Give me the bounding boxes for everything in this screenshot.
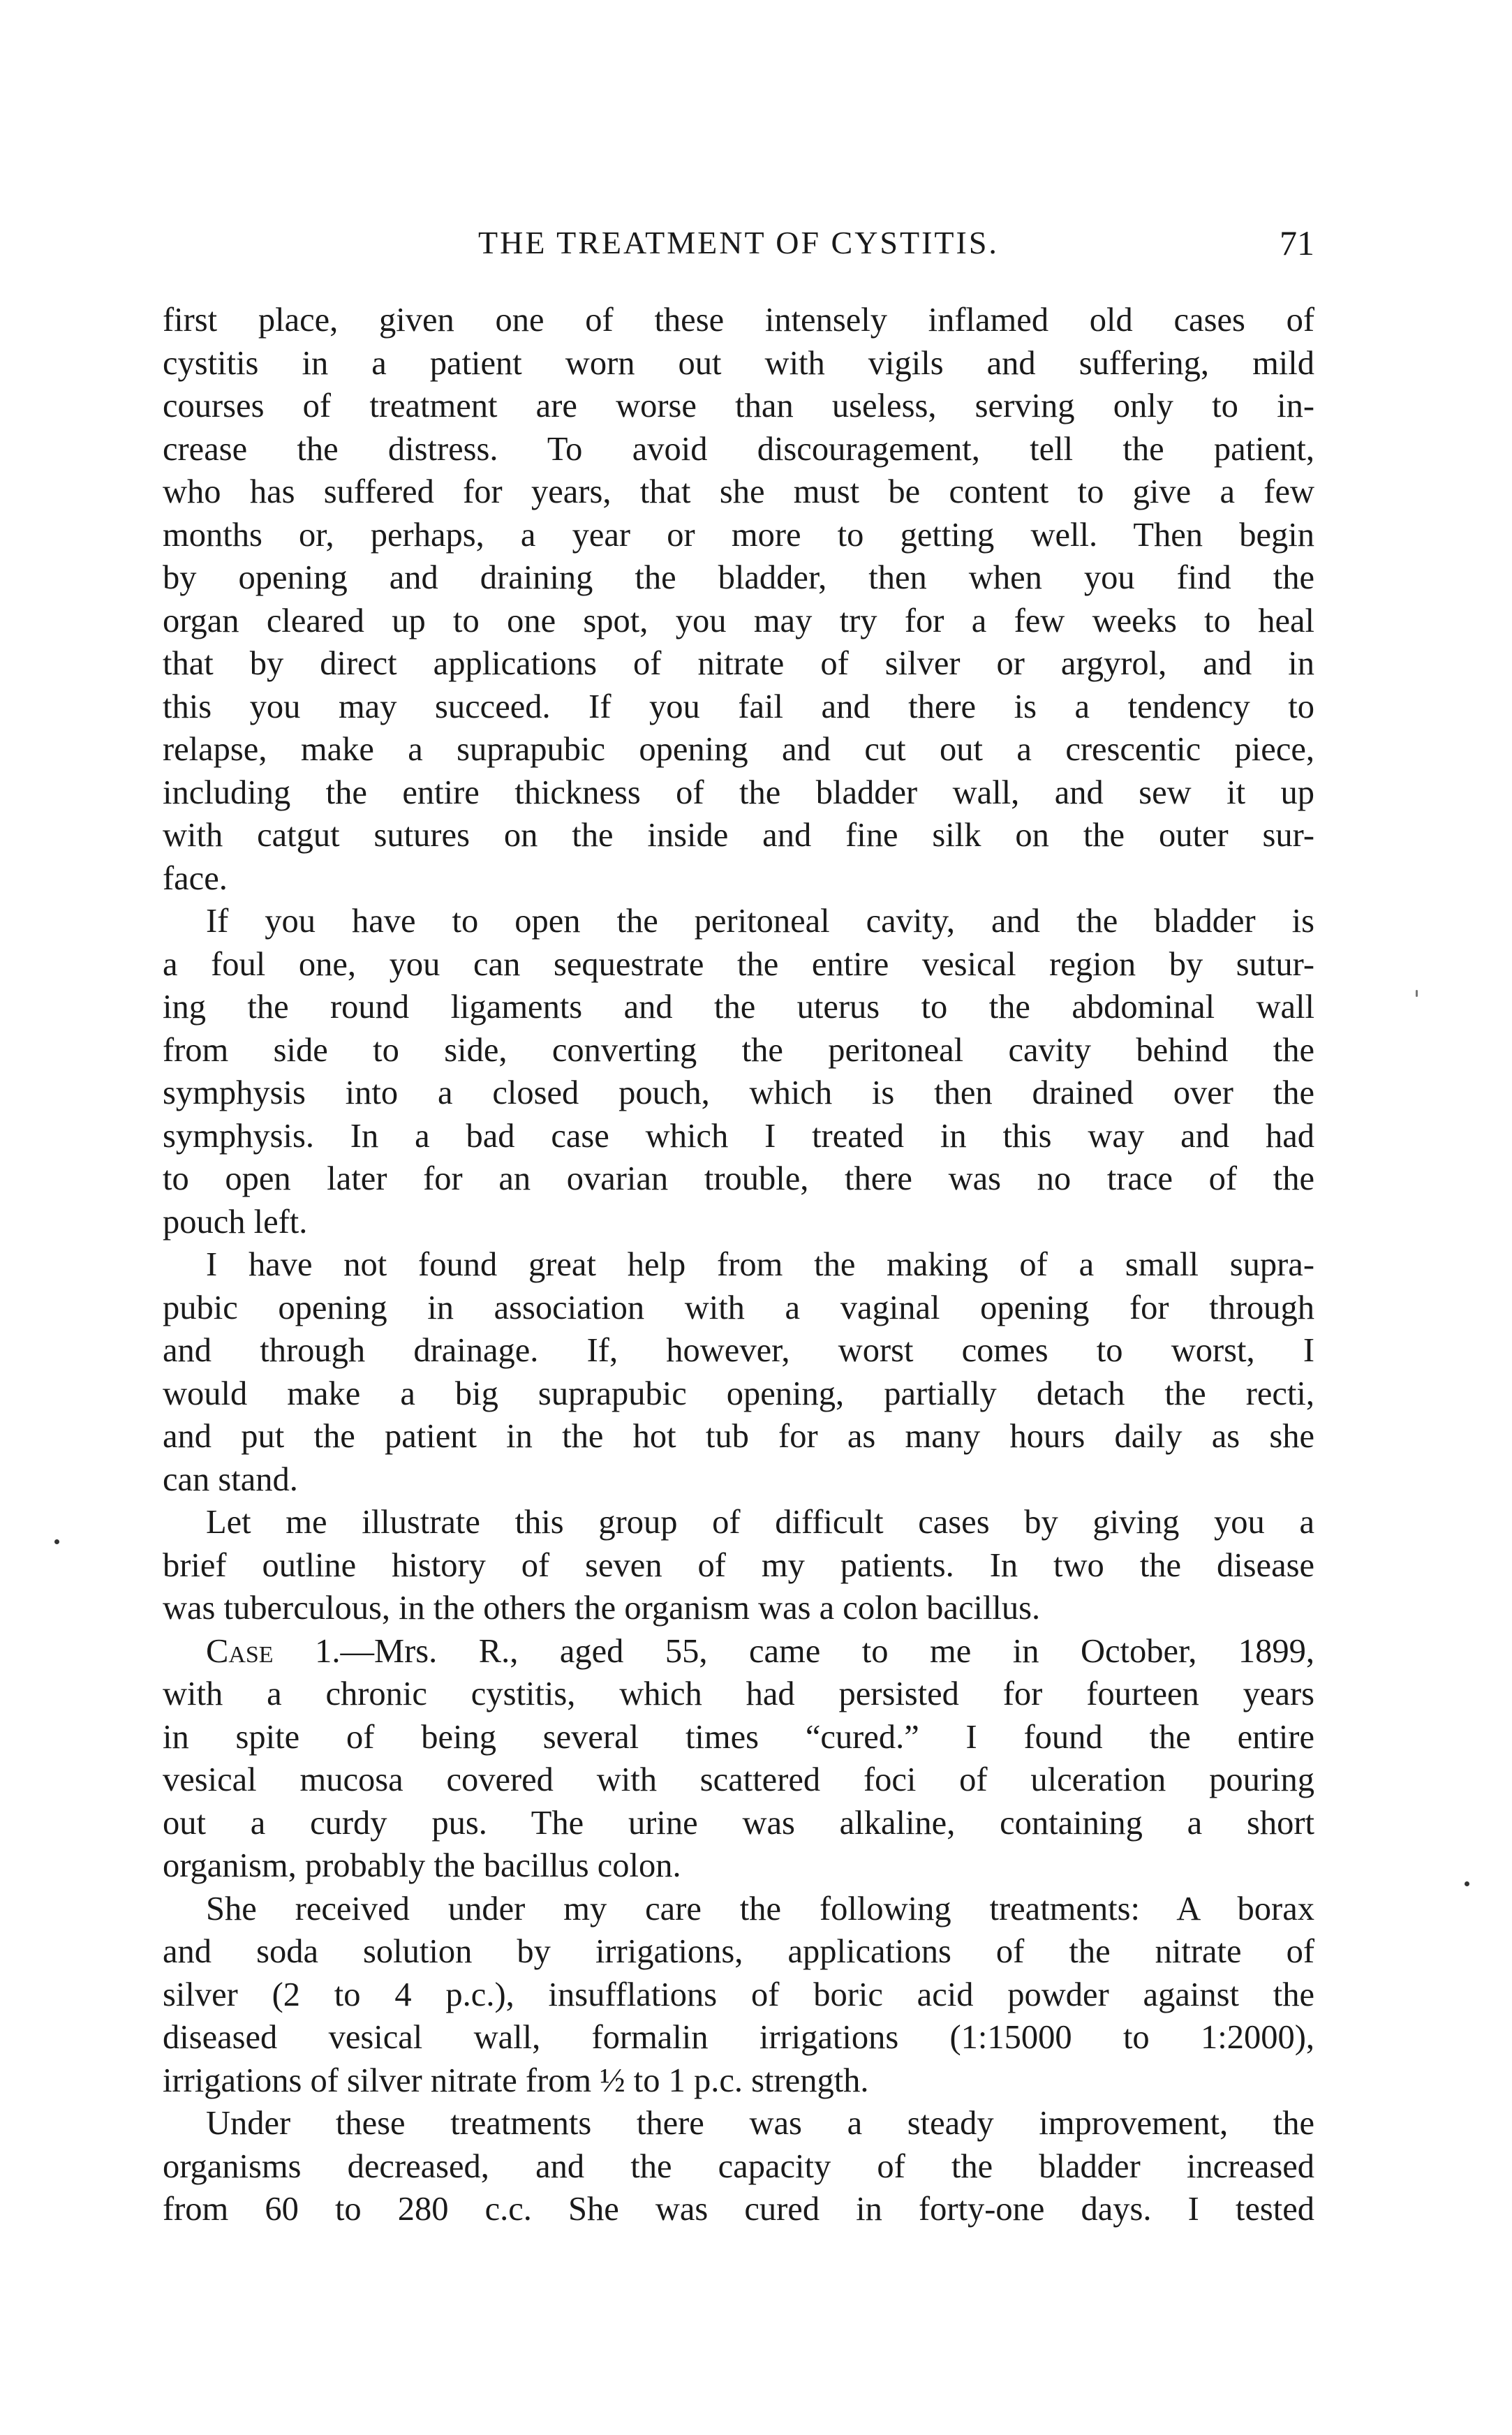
text-line: in spite of being several times “cured.” I found the entire: [163, 1718, 1314, 1756]
text-line: with a chronic cystitis, which had persisted for fourteen years: [163, 1675, 1314, 1712]
ink-speck: [1416, 990, 1418, 997]
text-line: organisms decreased, and the capacity of the bladder increased: [163, 2147, 1314, 2185]
text-line: that by direct applications of nitrate of silver or argyrol, and in: [163, 645, 1314, 682]
text-line: organ cleared up to one spot, you may try for a few weeks to heal: [163, 602, 1314, 639]
text-line: Under these treatments there was a steady improvement, the: [206, 2105, 1314, 2142]
text-line: pouch left.: [163, 1203, 308, 1241]
paragraph-4: [163, 1501, 1314, 1630]
text-line: pubic opening in association with a vaginal opening for through: [163, 1289, 1314, 1326]
text-line: and soda solution by irrigations, applications of the nitrate of: [163, 1933, 1314, 1970]
paragraph-2: [163, 900, 1314, 1243]
text-line: from side to side, converting the peritoneal cavity behind the: [163, 1031, 1314, 1069]
text-line: would make a big suprapubic opening, partially detach the recti,: [163, 1375, 1314, 1412]
text-line: and put the patient in the hot tub for as many hours daily as she: [163, 1418, 1314, 1455]
ink-speck: [1465, 1881, 1469, 1886]
text-line: out a curdy pus. The urine was alkaline, containing a short: [163, 1804, 1314, 1842]
body-text: [163, 299, 1314, 2231]
text-line: vesical mucosa covered with scattered foci of ulceration pouring: [163, 1761, 1314, 1798]
text-line: who has suffered for years, that she must be content to give a few: [163, 473, 1314, 510]
text-line: irrigations of silver nitrate from ½ to 1 p.c. strength.: [163, 2062, 869, 2099]
text-line: face.: [163, 859, 228, 897]
running-head: [163, 222, 1314, 264]
text-line: symphysis into a closed pouch, which is then drained over the: [163, 1074, 1314, 1111]
text-line: by opening and draining the bladder, then when you find the: [163, 559, 1314, 596]
text-line: If you have to open the peritoneal cavity, and the bladder is: [206, 903, 1314, 940]
text-line: cystitis in a patient worn out with vigils and suffering, mild: [163, 344, 1314, 382]
paragraph-6: [163, 1888, 1314, 2103]
paragraph-7: [163, 2102, 1314, 2231]
text-line: to open later for an ovarian trouble, there was no trace of the: [163, 1160, 1314, 1197]
text-line: relapse, make a suprapubic opening and cut out a crescentic piece,: [163, 731, 1314, 768]
text-line: She received under my care the following treatments: A borax: [206, 1890, 1314, 1927]
text-line: crease the distress. To avoid discouragement, tell the patient,: [163, 430, 1314, 468]
text-line: courses of treatment are worse than useless, serving only to in-: [163, 387, 1314, 424]
text-line: can stand.: [163, 1460, 298, 1498]
text-line: ing the round ligaments and the uterus to the abdominal wall: [163, 989, 1314, 1026]
text-line: a foul one, you can sequestrate the entire vesical region by sutur-: [163, 945, 1314, 983]
text-line: symphysis. In a bad case which I treated in this way and had: [163, 1117, 1314, 1155]
text-line: first place, given one of these intensely inflamed old cases of: [163, 302, 1314, 339]
text-line: organism, probably the bacillus colon.: [163, 1847, 681, 1884]
text-line: brief outline history of seven of my patients. In two the disease: [163, 1546, 1314, 1584]
text-line: and through drainage. If, however, worst comes to worst, I: [163, 1332, 1314, 1369]
text-line: was tuberculous, in the others the organism was a colon bacillus.: [163, 1590, 1041, 1627]
ink-speck: [54, 1539, 59, 1544]
case-heading-text: 1.—Mrs. R., aged 55, came to me in October, 1899,: [273, 1632, 1314, 1670]
paragraph-case-1: [163, 1630, 1314, 1888]
text-line: from 60 to 280 c.c. She was cured in forty-one days. I tested: [163, 2191, 1314, 2228]
text-line: this you may succeed. If you fail and there is a tendency to: [163, 688, 1314, 725]
case-heading-line: [163, 1630, 1314, 1673]
running-title: THE TREATMENT OF CYSTITIS.: [478, 225, 999, 260]
text-line: silver (2 to 4 p.c.), insufflations of boric acid powder against the: [163, 1976, 1314, 2013]
text-line: I have not found great help from the making of a small supra-: [206, 1246, 1314, 1283]
paragraph-3: [163, 1243, 1314, 1501]
paragraph-1: [163, 299, 1314, 900]
text-line: including the entire thickness of the bladder wall, and sew it up: [163, 774, 1314, 811]
case-label: Case: [206, 1632, 274, 1670]
text-line: with catgut sutures on the inside and fine silk on the outer sur-: [163, 817, 1314, 854]
text-line: diseased vesical wall, formalin irrigations (1:15000 to 1:2000),: [163, 2019, 1314, 2056]
text-line: Let me illustrate this group of difficult cases by giving you a: [206, 1504, 1314, 1541]
page-number: 71: [1280, 223, 1314, 262]
text-line: months or, perhaps, a year or more to getting well. Then begin: [163, 516, 1314, 554]
